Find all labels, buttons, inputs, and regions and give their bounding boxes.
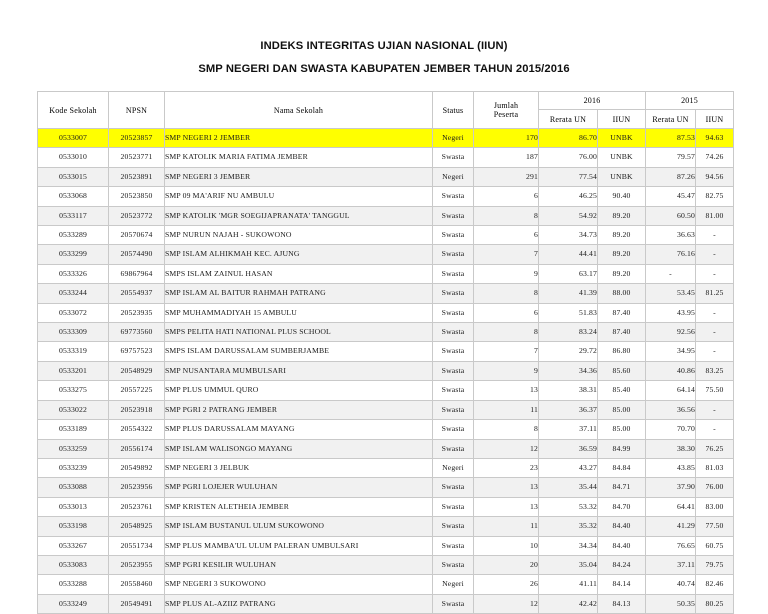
- jumlah-peserta-line-1: Jumlah: [493, 101, 519, 110]
- cell-rerata-un-2016: 34.34: [539, 536, 598, 555]
- cell-jumlah-peserta: 7: [474, 245, 539, 264]
- cell-rerata-un-2015: 34.95: [646, 342, 696, 361]
- table-row[interactable]: [38, 264, 734, 283]
- document-header: [0, 36, 768, 79]
- cell-status: Swasta: [433, 517, 474, 536]
- cell-kode-sekolah: 0533198: [38, 517, 109, 536]
- column-header-iiun-2016: IIUN: [598, 110, 646, 129]
- cell-rerata-un-2016: 76.00: [539, 148, 598, 167]
- cell-kode-sekolah: 0533299: [38, 245, 109, 264]
- cell-nama-sekolah: SMP ISLAM AL BAITUR RAHMAH PATRANG: [165, 284, 433, 303]
- cell-npsn: 20548925: [109, 517, 165, 536]
- cell-nama-sekolah: SMP ISLAM ALHIKMAH KEC. AJUNG: [165, 245, 433, 264]
- cell-nama-sekolah: SMP PLUS MAMBA'UL ULUM PALERAN UMBULSARI: [165, 536, 433, 555]
- cell-kode-sekolah: 0533309: [38, 323, 109, 342]
- page-title: INDEKS INTEGRITAS UJIAN NASIONAL (IIUN): [260, 40, 508, 52]
- cell-npsn: 20549892: [109, 458, 165, 477]
- cell-nama-sekolah: SMP KATOLIK 'MGR SOEGIJAPRANATA' TANGGUL: [165, 206, 433, 225]
- cell-iiun-2016: UNBK: [598, 129, 646, 148]
- cell-rerata-un-2016: 41.39: [539, 284, 598, 303]
- cell-nama-sekolah: SMP NURUN NAJAH - SUKOWONO: [165, 226, 433, 245]
- cell-kode-sekolah: 0533189: [38, 420, 109, 439]
- cell-status: Negeri: [433, 458, 474, 477]
- table-row[interactable]: [38, 206, 734, 225]
- cell-rerata-un-2016: 35.44: [539, 478, 598, 497]
- cell-rerata-un-2016: 53.32: [539, 497, 598, 516]
- cell-status: Swasta: [433, 342, 474, 361]
- cell-iiun-2015: -: [696, 342, 734, 361]
- table-row[interactable]: [38, 323, 734, 342]
- cell-nama-sekolah: SMP PLUS DARUSSALAM MAYANG: [165, 420, 433, 439]
- cell-rerata-un-2015: 70.70: [646, 420, 696, 439]
- cell-rerata-un-2016: 34.36: [539, 361, 598, 380]
- cell-iiun-2016: 84.70: [598, 497, 646, 516]
- cell-status: Swasta: [433, 478, 474, 497]
- cell-jumlah-peserta: 10: [474, 536, 539, 555]
- cell-jumlah-peserta: 13: [474, 381, 539, 400]
- cell-nama-sekolah: SMP KATOLIK MARIA FATIMA JEMBER: [165, 148, 433, 167]
- cell-nama-sekolah: SMPS PELITA HATI NATIONAL PLUS SCHOOL: [165, 323, 433, 342]
- cell-kode-sekolah: 0533072: [38, 303, 109, 322]
- cell-rerata-un-2016: 35.32: [539, 517, 598, 536]
- cell-iiun-2016: 84.13: [598, 594, 646, 613]
- cell-iiun-2016: 85.60: [598, 361, 646, 380]
- cell-nama-sekolah: SMP KRISTEN ALETHEIA JEMBER: [165, 497, 433, 516]
- cell-rerata-un-2016: 46.25: [539, 187, 598, 206]
- table-row[interactable]: [38, 439, 734, 458]
- cell-jumlah-peserta: 9: [474, 361, 539, 380]
- cell-nama-sekolah: SMP NEGERI 3 SUKOWONO: [165, 575, 433, 594]
- cell-nama-sekolah: SMP PGRI LOJEJER WULUHAN: [165, 478, 433, 497]
- cell-npsn: 20574490: [109, 245, 165, 264]
- cell-npsn: 20523935: [109, 303, 165, 322]
- cell-iiun-2015: 79.75: [696, 555, 734, 574]
- cell-iiun-2015: -: [696, 420, 734, 439]
- cell-iiun-2015: 94.63: [696, 129, 734, 148]
- cell-status: Swasta: [433, 284, 474, 303]
- cell-npsn: 69867964: [109, 264, 165, 283]
- cell-iiun-2015: -: [696, 264, 734, 283]
- cell-jumlah-peserta: 20: [474, 555, 539, 574]
- cell-rerata-un-2015: 76.16: [646, 245, 696, 264]
- cell-iiun-2015: -: [696, 323, 734, 342]
- cell-jumlah-peserta: 8: [474, 420, 539, 439]
- cell-rerata-un-2015: 43.95: [646, 303, 696, 322]
- cell-kode-sekolah: 0533326: [38, 264, 109, 283]
- cell-iiun-2016: 89.20: [598, 245, 646, 264]
- cell-status: Swasta: [433, 148, 474, 167]
- cell-npsn: 20549491: [109, 594, 165, 613]
- cell-iiun-2015: -: [696, 400, 734, 419]
- table-row[interactable]: [38, 245, 734, 264]
- cell-kode-sekolah: 0533117: [38, 206, 109, 225]
- cell-jumlah-peserta: 11: [474, 517, 539, 536]
- table-row[interactable]: [38, 458, 734, 477]
- cell-kode-sekolah: 0533201: [38, 361, 109, 380]
- cell-npsn: 20523771: [109, 148, 165, 167]
- cell-rerata-un-2016: 44.41: [539, 245, 598, 264]
- column-header-year-2016: 2016: [539, 92, 646, 110]
- cell-rerata-un-2016: 35.04: [539, 555, 598, 574]
- cell-npsn: 20558460: [109, 575, 165, 594]
- cell-iiun-2016: 85.40: [598, 381, 646, 400]
- cell-jumlah-peserta: 6: [474, 226, 539, 245]
- table-row[interactable]: [38, 226, 734, 245]
- cell-rerata-un-2016: 43.27: [539, 458, 598, 477]
- cell-kode-sekolah: 0533239: [38, 458, 109, 477]
- cell-rerata-un-2016: 37.11: [539, 420, 598, 439]
- table-header-row-1: [38, 92, 734, 110]
- cell-iiun-2016: 84.14: [598, 575, 646, 594]
- table-row[interactable]: [38, 536, 734, 555]
- cell-kode-sekolah: 0533259: [38, 439, 109, 458]
- cell-iiun-2016: 84.40: [598, 536, 646, 555]
- cell-npsn: 20523857: [109, 129, 165, 148]
- cell-iiun-2015: 81.25: [696, 284, 734, 303]
- cell-rerata-un-2016: 29.72: [539, 342, 598, 361]
- table-row[interactable]: [38, 478, 734, 497]
- cell-nama-sekolah: SMP 09 MA'ARIF NU AMBULU: [165, 187, 433, 206]
- cell-rerata-un-2015: 36.56: [646, 400, 696, 419]
- table-body: [38, 129, 734, 614]
- cell-npsn: 20548929: [109, 361, 165, 380]
- table-row[interactable]: [38, 400, 734, 419]
- cell-iiun-2016: 84.84: [598, 458, 646, 477]
- cell-iiun-2015: 94.56: [696, 167, 734, 186]
- cell-status: Swasta: [433, 361, 474, 380]
- cell-rerata-un-2015: 76.65: [646, 536, 696, 555]
- cell-rerata-un-2015: 40.86: [646, 361, 696, 380]
- cell-nama-sekolah: SMPS ISLAM ZAINUL HASAN: [165, 264, 433, 283]
- cell-status: Swasta: [433, 439, 474, 458]
- cell-npsn: 20551734: [109, 536, 165, 555]
- cell-iiun-2016: 84.99: [598, 439, 646, 458]
- cell-rerata-un-2016: 34.73: [539, 226, 598, 245]
- table-row[interactable]: [38, 555, 734, 574]
- cell-nama-sekolah: SMP PGRI 2 PATRANG JEMBER: [165, 400, 433, 419]
- table-row[interactable]: [38, 284, 734, 303]
- cell-jumlah-peserta: 8: [474, 323, 539, 342]
- cell-rerata-un-2015: 79.57: [646, 148, 696, 167]
- cell-npsn: 20523918: [109, 400, 165, 419]
- cell-jumlah-peserta: 8: [474, 284, 539, 303]
- cell-status: Negeri: [433, 575, 474, 594]
- cell-nama-sekolah: SMP PLUS AL-AZIIZ PATRANG: [165, 594, 433, 613]
- cell-rerata-un-2015: 37.11: [646, 555, 696, 574]
- cell-npsn: 20557225: [109, 381, 165, 400]
- cell-kode-sekolah: 0533068: [38, 187, 109, 206]
- cell-status: Swasta: [433, 497, 474, 516]
- cell-iiun-2015: 82.75: [696, 187, 734, 206]
- column-header-jumlah-peserta: [474, 92, 539, 129]
- cell-kode-sekolah: 0533083: [38, 555, 109, 574]
- cell-kode-sekolah: 0533007: [38, 129, 109, 148]
- cell-rerata-un-2015: 36.63: [646, 226, 696, 245]
- jumlah-peserta-line-2: Peserta: [493, 110, 519, 119]
- cell-jumlah-peserta: 7: [474, 342, 539, 361]
- table-row[interactable]: [38, 575, 734, 594]
- cell-rerata-un-2015: 38.30: [646, 439, 696, 458]
- cell-iiun-2016: UNBK: [598, 167, 646, 186]
- cell-npsn: 20523955: [109, 555, 165, 574]
- iiun-table-container: [37, 91, 733, 614]
- cell-iiun-2015: -: [696, 226, 734, 245]
- cell-rerata-un-2016: 51.83: [539, 303, 598, 322]
- cell-status: Negeri: [433, 129, 474, 148]
- cell-iiun-2015: 76.25: [696, 439, 734, 458]
- cell-iiun-2016: 86.80: [598, 342, 646, 361]
- table-row[interactable]: [38, 342, 734, 361]
- table-row[interactable]: [38, 361, 734, 380]
- cell-rerata-un-2015: 43.85: [646, 458, 696, 477]
- cell-iiun-2015: 83.00: [696, 497, 734, 516]
- cell-rerata-un-2016: 86.70: [539, 129, 598, 148]
- cell-iiun-2015: 81.00: [696, 206, 734, 225]
- cell-iiun-2016: 87.40: [598, 323, 646, 342]
- cell-kode-sekolah: 0533088: [38, 478, 109, 497]
- table-row[interactable]: [38, 381, 734, 400]
- cell-rerata-un-2015: 92.56: [646, 323, 696, 342]
- cell-kode-sekolah: 0533288: [38, 575, 109, 594]
- cell-iiun-2015: 75.50: [696, 381, 734, 400]
- cell-jumlah-peserta: 6: [474, 303, 539, 322]
- cell-iiun-2016: 84.71: [598, 478, 646, 497]
- cell-iiun-2015: -: [696, 303, 734, 322]
- cell-iiun-2015: 82.46: [696, 575, 734, 594]
- cell-iiun-2015: 81.03: [696, 458, 734, 477]
- column-header-rerata-un-2015: Rerata UN: [646, 110, 696, 129]
- cell-status: Swasta: [433, 400, 474, 419]
- cell-rerata-un-2016: 36.59: [539, 439, 598, 458]
- cell-iiun-2015: 83.25: [696, 361, 734, 380]
- cell-jumlah-peserta: 291: [474, 167, 539, 186]
- cell-iiun-2016: 85.00: [598, 420, 646, 439]
- cell-jumlah-peserta: 8: [474, 206, 539, 225]
- cell-kode-sekolah: 0533010: [38, 148, 109, 167]
- cell-rerata-un-2015: 87.53: [646, 129, 696, 148]
- cell-status: Swasta: [433, 555, 474, 574]
- cell-nama-sekolah: SMP NEGERI 3 JEMBER: [165, 167, 433, 186]
- cell-status: Swasta: [433, 594, 474, 613]
- table-row[interactable]: [38, 187, 734, 206]
- table-row[interactable]: [38, 420, 734, 439]
- cell-kode-sekolah: 0533249: [38, 594, 109, 613]
- column-header-status: Status: [433, 92, 474, 129]
- cell-nama-sekolah: SMP ISLAM WALISONGO MAYANG: [165, 439, 433, 458]
- cell-npsn: 20554322: [109, 420, 165, 439]
- cell-status: Swasta: [433, 264, 474, 283]
- cell-nama-sekolah: SMP NEGERI 2 JEMBER: [165, 129, 433, 148]
- cell-rerata-un-2015: 53.45: [646, 284, 696, 303]
- cell-status: Swasta: [433, 206, 474, 225]
- cell-rerata-un-2015: 87.26: [646, 167, 696, 186]
- cell-kode-sekolah: 0533022: [38, 400, 109, 419]
- cell-iiun-2016: 90.40: [598, 187, 646, 206]
- cell-status: Swasta: [433, 245, 474, 264]
- cell-rerata-un-2016: 41.11: [539, 575, 598, 594]
- cell-iiun-2015: 74.26: [696, 148, 734, 167]
- cell-rerata-un-2015: 41.29: [646, 517, 696, 536]
- cell-rerata-un-2015: -: [646, 264, 696, 283]
- cell-rerata-un-2016: 42.42: [539, 594, 598, 613]
- table-row[interactable]: [38, 129, 734, 148]
- cell-iiun-2016: 84.40: [598, 517, 646, 536]
- cell-rerata-un-2015: 50.35: [646, 594, 696, 613]
- column-header-year-2015: 2015: [646, 92, 734, 110]
- cell-rerata-un-2015: 40.74: [646, 575, 696, 594]
- cell-npsn: 20554937: [109, 284, 165, 303]
- cell-nama-sekolah: SMP PLUS UMMUL QURO: [165, 381, 433, 400]
- cell-rerata-un-2016: 83.24: [539, 323, 598, 342]
- cell-iiun-2016: 88.00: [598, 284, 646, 303]
- table-row[interactable]: [38, 148, 734, 167]
- cell-jumlah-peserta: 11: [474, 400, 539, 419]
- cell-jumlah-peserta: 6: [474, 187, 539, 206]
- cell-npsn: 20523891: [109, 167, 165, 186]
- iiun-table: [37, 91, 734, 614]
- cell-status: Swasta: [433, 303, 474, 322]
- cell-rerata-un-2015: 37.90: [646, 478, 696, 497]
- cell-iiun-2015: 77.50: [696, 517, 734, 536]
- cell-status: Swasta: [433, 381, 474, 400]
- cell-iiun-2016: UNBK: [598, 148, 646, 167]
- cell-iiun-2016: 85.00: [598, 400, 646, 419]
- cell-npsn: 69773560: [109, 323, 165, 342]
- column-header-iiun-2015: IIUN: [696, 110, 734, 129]
- cell-jumlah-peserta: 26: [474, 575, 539, 594]
- cell-iiun-2016: 87.40: [598, 303, 646, 322]
- cell-npsn: 20523956: [109, 478, 165, 497]
- cell-jumlah-peserta: 187: [474, 148, 539, 167]
- cell-rerata-un-2016: 54.92: [539, 206, 598, 225]
- cell-iiun-2016: 89.20: [598, 206, 646, 225]
- cell-status: Swasta: [433, 323, 474, 342]
- table-row[interactable]: [38, 497, 734, 516]
- column-header-nama-sekolah: Nama Sekolah: [165, 92, 433, 129]
- cell-nama-sekolah: SMP MUHAMMADIYAH 15 AMBULU: [165, 303, 433, 322]
- cell-iiun-2016: 89.20: [598, 226, 646, 245]
- cell-iiun-2016: 89.20: [598, 264, 646, 283]
- cell-status: Swasta: [433, 226, 474, 245]
- column-header-kode-sekolah: Kode Sekolah: [38, 92, 109, 129]
- cell-rerata-un-2016: 38.31: [539, 381, 598, 400]
- cell-jumlah-peserta: 9: [474, 264, 539, 283]
- cell-jumlah-peserta: 12: [474, 439, 539, 458]
- cell-nama-sekolah: SMPS ISLAM DARUSSALAM SUMBERJAMBE: [165, 342, 433, 361]
- cell-nama-sekolah: SMP NEGERI 3 JELBUK: [165, 458, 433, 477]
- column-header-npsn: NPSN: [109, 92, 165, 129]
- cell-kode-sekolah: 0533013: [38, 497, 109, 516]
- cell-status: Swasta: [433, 536, 474, 555]
- cell-status: Swasta: [433, 420, 474, 439]
- table-row[interactable]: [38, 303, 734, 322]
- cell-npsn: 20523850: [109, 187, 165, 206]
- cell-iiun-2015: -: [696, 245, 734, 264]
- cell-rerata-un-2015: 60.50: [646, 206, 696, 225]
- cell-rerata-un-2016: 77.54: [539, 167, 598, 186]
- cell-rerata-un-2016: 36.37: [539, 400, 598, 419]
- cell-nama-sekolah: SMP ISLAM BUSTANUL ULUM SUKOWONO: [165, 517, 433, 536]
- cell-iiun-2015: 76.00: [696, 478, 734, 497]
- cell-jumlah-peserta: 12: [474, 594, 539, 613]
- cell-npsn: 69757523: [109, 342, 165, 361]
- cell-npsn: 20570674: [109, 226, 165, 245]
- cell-kode-sekolah: 0533244: [38, 284, 109, 303]
- cell-status: Swasta: [433, 187, 474, 206]
- cell-iiun-2016: 84.24: [598, 555, 646, 574]
- cell-npsn: 20556174: [109, 439, 165, 458]
- table-row[interactable]: [38, 167, 734, 186]
- cell-jumlah-peserta: 13: [474, 497, 539, 516]
- cell-rerata-un-2015: 45.47: [646, 187, 696, 206]
- table-row[interactable]: [38, 594, 734, 613]
- table-header: [38, 92, 734, 129]
- cell-rerata-un-2015: 64.41: [646, 497, 696, 516]
- cell-kode-sekolah: 0533267: [38, 536, 109, 555]
- cell-kode-sekolah: 0533275: [38, 381, 109, 400]
- cell-nama-sekolah: SMP PGRI KESILIR WULUHAN: [165, 555, 433, 574]
- cell-npsn: 20523772: [109, 206, 165, 225]
- cell-kode-sekolah: 0533289: [38, 226, 109, 245]
- cell-nama-sekolah: SMP NUSANTARA MUMBULSARI: [165, 361, 433, 380]
- cell-kode-sekolah: 0533319: [38, 342, 109, 361]
- column-header-rerata-un-2016: Rerata UN: [539, 110, 598, 129]
- cell-iiun-2015: 80.25: [696, 594, 734, 613]
- page-subtitle: SMP NEGERI DAN SWASTA KABUPATEN JEMBER TAHUN 2015/2016: [198, 63, 570, 75]
- cell-jumlah-peserta: 23: [474, 458, 539, 477]
- cell-rerata-un-2015: 64.14: [646, 381, 696, 400]
- cell-iiun-2015: 60.75: [696, 536, 734, 555]
- cell-npsn: 20523761: [109, 497, 165, 516]
- cell-status: Negeri: [433, 167, 474, 186]
- cell-kode-sekolah: 0533015: [38, 167, 109, 186]
- cell-jumlah-peserta: 13: [474, 478, 539, 497]
- cell-jumlah-peserta: 170: [474, 129, 539, 148]
- cell-rerata-un-2016: 63.17: [539, 264, 598, 283]
- table-row[interactable]: [38, 517, 734, 536]
